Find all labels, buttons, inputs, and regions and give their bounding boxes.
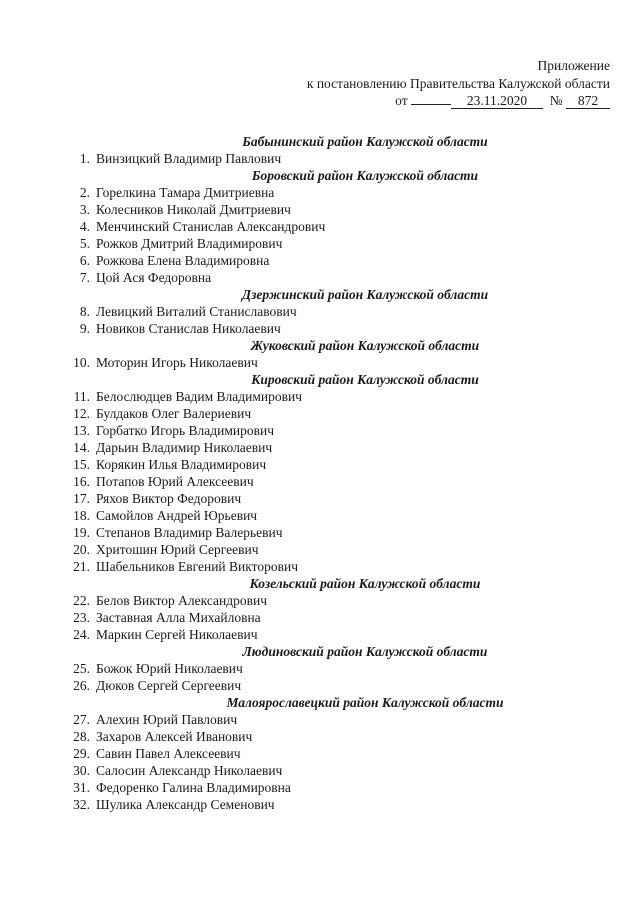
list-item	[60, 473, 600, 490]
list-item	[60, 711, 600, 728]
person-name: Булдаков Олег Валериевич	[96, 406, 252, 421]
district-heading: Бабынинский район Калужской области	[242, 134, 488, 149]
person-name: Заставная Алла Михайловна	[96, 610, 261, 625]
district-heading: Кировский район Калужской области	[251, 372, 479, 387]
item-number: 28.	[73, 729, 90, 744]
district-heading: Козельский район Калужской области	[249, 576, 481, 591]
item-number: 29.	[73, 746, 90, 761]
person-name: Дарьин Владимир Николаевич	[96, 440, 273, 455]
person-name: Потапов Юрий Алексеевич	[96, 474, 254, 489]
list-item	[60, 303, 600, 320]
list-item	[60, 592, 600, 609]
item-number: 4.	[79, 219, 90, 234]
item-number: 26.	[73, 678, 90, 693]
person-name: Шабельников Евгений Викторович	[96, 559, 298, 574]
person-name: Салосин Александр Николаевич	[96, 763, 283, 778]
item-number: 1.	[79, 151, 90, 166]
person-name: Рожков Дмитрий Владимирович	[96, 236, 283, 251]
list-item	[60, 626, 600, 643]
list-item	[60, 541, 600, 558]
list-item	[60, 728, 600, 745]
resolution-date: 23.11.2020	[451, 94, 543, 109]
person-name: Новиков Станислав Николаевич	[96, 321, 281, 336]
list-item	[60, 422, 600, 439]
item-number: 17.	[73, 491, 90, 506]
from-label: от	[395, 93, 408, 108]
person-name: Шулика Александр Семенович	[96, 797, 275, 812]
item-number: 30.	[73, 763, 90, 778]
list-item	[60, 184, 600, 201]
person-name: Ряхов Виктор Федорович	[96, 491, 242, 506]
list-item	[60, 677, 600, 694]
person-name: Колесников Николай Дмитриевич	[96, 202, 291, 217]
item-number: 7.	[79, 270, 90, 285]
date-number-line	[307, 92, 610, 110]
district-heading: Малоярославецкий район Калужской области	[226, 695, 504, 710]
item-number: 5.	[79, 236, 90, 251]
item-number: 21.	[73, 559, 90, 574]
person-name: Менчинский Станислав Александрович	[96, 219, 326, 234]
item-number: 24.	[73, 627, 90, 642]
date-blank	[411, 104, 451, 105]
person-name: Божок Юрий Николаевич	[96, 661, 243, 676]
person-name: Самойлов Андрей Юрьевич	[96, 508, 258, 523]
item-number: 25.	[73, 661, 90, 676]
list-item	[60, 252, 600, 269]
item-number: 22.	[73, 593, 90, 608]
person-name: Захаров Алексей Иванович	[96, 729, 253, 744]
district-heading: Боровский район Калужской области	[251, 168, 479, 183]
person-name: Рожкова Елена Владимировна	[96, 253, 270, 268]
person-name: Цой Ася Федоровна	[96, 270, 212, 285]
person-name: Винзицкий Владимир Павлович	[96, 151, 282, 166]
item-number: 12.	[73, 406, 90, 421]
item-number: 16.	[73, 474, 90, 489]
district-heading: Людиновский район Калужской области	[242, 644, 488, 659]
list-item	[60, 779, 600, 796]
list-item	[60, 218, 600, 235]
resolution-number: 872	[566, 94, 610, 109]
list-item	[60, 609, 600, 626]
person-name: Алехин Юрий Павлович	[96, 712, 238, 727]
item-number: 14.	[73, 440, 90, 455]
list-item	[60, 320, 600, 337]
item-number: 19.	[73, 525, 90, 540]
item-number: 18.	[73, 508, 90, 523]
person-name: Дюков Сергей Сергеевич	[96, 678, 242, 693]
person-name: Савин Павел Алексеевич	[96, 746, 241, 761]
document-header	[307, 57, 610, 110]
item-number: 2.	[79, 185, 90, 200]
person-name: Федоренко Галина Владимировна	[96, 780, 291, 795]
item-number: 6.	[79, 253, 90, 268]
list-item	[60, 235, 600, 252]
list-item	[60, 150, 600, 167]
item-number: 11.	[73, 389, 90, 404]
list-item	[60, 439, 600, 456]
district-heading: Дзержинский район Калужской области	[241, 287, 489, 302]
item-number: 23.	[73, 610, 90, 625]
item-number: 9.	[79, 321, 90, 336]
list-item	[60, 456, 600, 473]
item-number: 3.	[79, 202, 90, 217]
appendix-title: Приложение	[537, 58, 610, 73]
item-number: 15.	[73, 457, 90, 472]
list-item	[60, 201, 600, 218]
number-label: №	[549, 93, 563, 108]
person-name: Белослюдцев Вадим Владимирович	[96, 389, 303, 404]
person-list	[60, 133, 600, 813]
person-name: Маркин Сергей Николаевич	[96, 627, 258, 642]
list-item	[60, 507, 600, 524]
item-number: 20.	[73, 542, 90, 557]
list-item	[60, 558, 600, 575]
person-name: Степанов Владимир Валерьевич	[96, 525, 283, 540]
person-name: Моторин Игорь Николаевич	[96, 355, 258, 370]
item-number: 31.	[73, 780, 90, 795]
list-item	[60, 388, 600, 405]
list-item	[60, 269, 600, 286]
item-number: 32.	[73, 797, 90, 812]
person-name: Хритошин Юрий Сергеевич	[96, 542, 259, 557]
item-number: 8.	[79, 304, 90, 319]
district-heading: Жуковский район Калужской области	[250, 338, 480, 353]
person-name: Белов Виктор Александрович	[96, 593, 268, 608]
resolution-reference: к постановлению Правительства Калужской области	[306, 75, 610, 91]
list-item	[60, 524, 600, 541]
list-item	[60, 660, 600, 677]
person-name: Горелкина Тамара Дмитриевна	[96, 185, 275, 200]
item-number: 13.	[73, 423, 90, 438]
person-name: Левицкий Виталий Станиславович	[96, 304, 297, 319]
person-name: Горбатко Игорь Владимирович	[96, 423, 274, 438]
list-item	[60, 490, 600, 507]
list-item	[60, 405, 600, 422]
person-name: Корякин Илья Владимирович	[96, 457, 267, 472]
list-item	[60, 354, 600, 371]
list-item	[60, 745, 600, 762]
item-number: 10.	[73, 355, 90, 370]
list-item	[60, 762, 600, 779]
list-item	[60, 796, 600, 813]
item-number: 27.	[73, 712, 90, 727]
